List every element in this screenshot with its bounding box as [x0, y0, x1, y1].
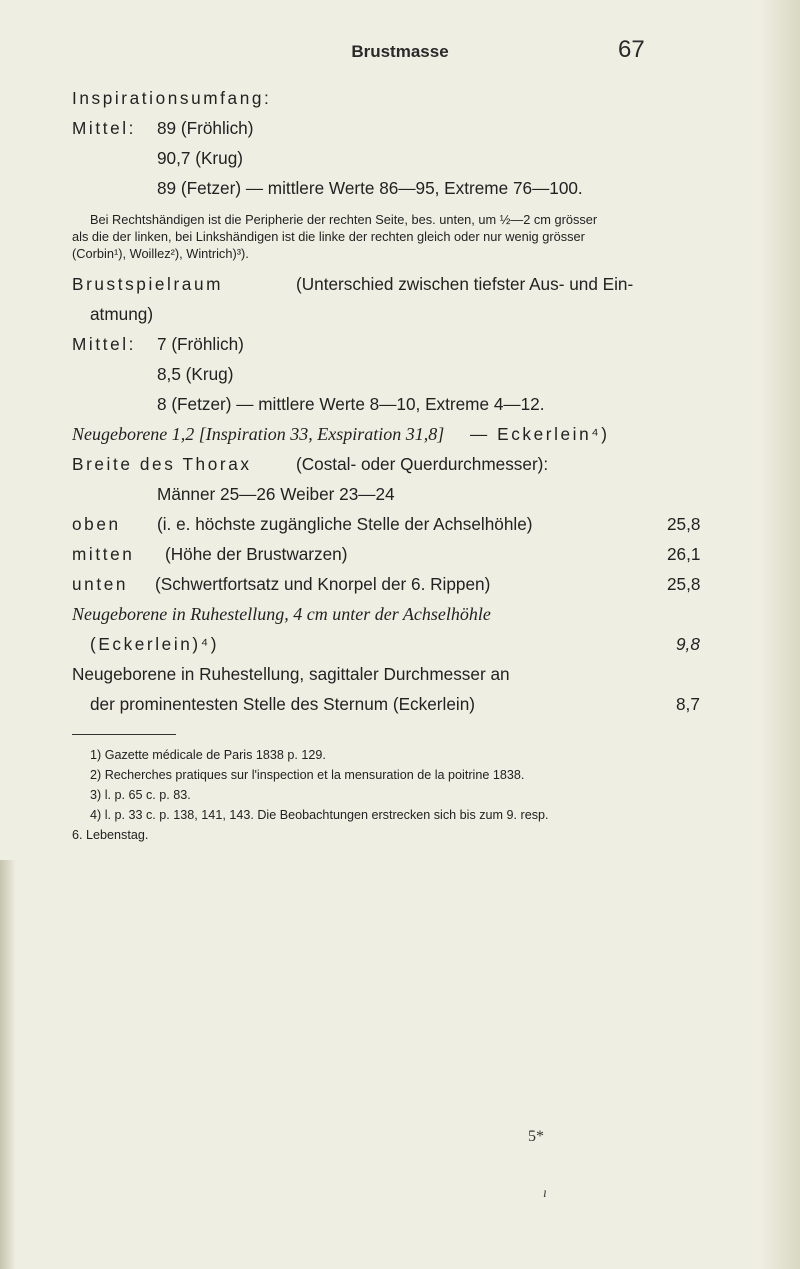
value-line: 7 (Fröhlich) — [157, 334, 244, 354]
footnote: 3) l. p. 65 c. p. 83. — [90, 788, 191, 802]
newborn-line: Neugeborene 1,2 [Inspiration 33, Exspiration 31,8] — [72, 424, 445, 444]
row-label: unten — [72, 574, 129, 594]
value-line: 8,5 (Krug) — [157, 364, 234, 384]
footnote: 1) Gazette médicale de Paris 1838 p. 129. — [90, 748, 326, 762]
page-edge-shadow — [760, 0, 800, 1269]
footnote: 4) l. p. 33 c. p. 138, 141, 143. Die Beobachtungen erstrecken sich bis zum 9. resp. — [90, 808, 549, 822]
row-value: 25,8 — [667, 574, 701, 594]
heading-continuation: atmung) — [90, 304, 154, 324]
page-number: 67 — [618, 36, 645, 63]
row-value: 8,7 — [676, 694, 700, 714]
signature-mark: 5* — [528, 1128, 544, 1145]
newborn-line: der prominentesten Stelle des Sternum (Eckerlein) — [90, 694, 475, 714]
note-line: (Corbin¹), Woillez²), Wintrich)³). — [72, 246, 249, 261]
value-line: 89 (Fröhlich) — [157, 118, 254, 138]
footnote-rule — [72, 734, 176, 735]
row-label: oben — [72, 514, 121, 534]
row-text: (Schwertfortsatz und Knorpel der 6. Rippen) — [155, 574, 491, 594]
newborn-line: Neugeborene in Ruhestellung, 4 cm unter der Achselhöhle — [72, 604, 491, 624]
row-value: 9,8 — [676, 634, 700, 654]
page-edge-shadow-left — [0, 860, 16, 1269]
note-line: Bei Rechtshändigen ist die Peripherie der rechten Seite, bes. unten, um ½—2 cm grösser — [90, 212, 598, 227]
running-header: Brustmasse — [351, 42, 449, 61]
row-value: 25,8 — [667, 514, 701, 534]
row-text: (Höhe der Brustwarzen) — [165, 544, 348, 564]
section-heading-inspirationsumfang: Inspirationsumfang: — [72, 88, 272, 108]
heading-continuation: (Unterschied zwischen tiefster Aus- und Ein- — [296, 274, 634, 294]
heading-continuation: (Costal- oder Querdurchmesser): — [296, 454, 549, 474]
section-heading-breite-des-thorax: Breite des Thorax — [72, 454, 252, 474]
stray-mark: ı — [543, 1186, 547, 1201]
section-heading-brustspielraum: Brustspielraum — [72, 274, 224, 294]
citation: — Eckerlein⁴) — [470, 424, 610, 444]
row-value: 26,1 — [667, 544, 701, 564]
value-line: 90,7 (Krug) — [157, 148, 243, 168]
value-line: 8 (Fetzer) — mittlere Werte 8—10, Extreme 4—12. — [157, 394, 545, 414]
newborn-line: Neugeborene in Ruhestellung, sagittaler Durchmesser an — [72, 664, 510, 684]
value-line: 89 (Fetzer) — mittlere Werte 86—95, Extreme 76—100. — [157, 178, 583, 198]
value-line: Männer 25—26 Weiber 23—24 — [157, 484, 395, 504]
footnote: 6. Lebenstag. — [72, 828, 149, 842]
row-text: (i. e. höchste zugängliche Stelle der Achselhöhle) — [157, 514, 533, 534]
note-line: als die der linken, bei Linkshändigen ist die linke der rechten gleich oder nur wenig grösser — [72, 229, 585, 244]
row-label: mitten — [72, 544, 135, 564]
citation: (Eckerlein)⁴) — [90, 634, 220, 654]
mittel-label: Mittel: — [72, 118, 137, 138]
footnote: 2) Recherches pratiques sur l'inspection et la mensuration de la poitrine 1838. — [90, 768, 525, 782]
mittel-label: Mittel: — [72, 334, 137, 354]
